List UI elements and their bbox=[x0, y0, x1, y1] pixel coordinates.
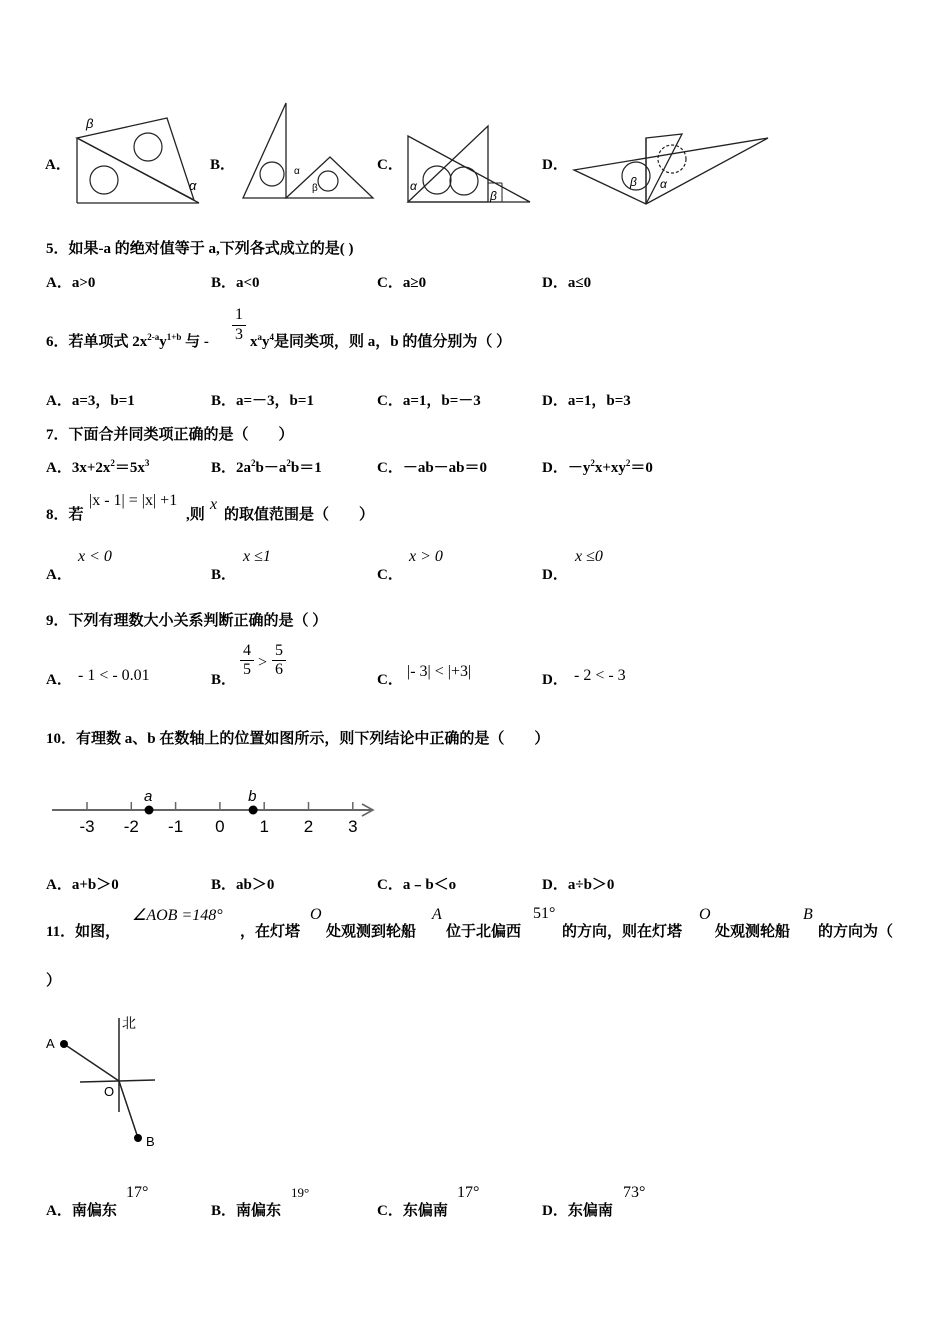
q11-o2: O bbox=[699, 906, 711, 923]
q10-tick-label: 3 bbox=[348, 817, 358, 836]
q6-stem: 6．若单项式 $2x^{2-a}y^{1+b}$ 与 - bbox=[46, 332, 209, 350]
q11-option-c-deg: 17° bbox=[457, 1184, 480, 1201]
q4-c-beta: β bbox=[490, 189, 497, 203]
q10-tick-label: -1 bbox=[168, 817, 184, 836]
q8-num: 8．若 bbox=[46, 507, 84, 523]
q5-option-b: B．a<0 bbox=[211, 275, 260, 291]
q8-mid: ,则 bbox=[186, 507, 205, 523]
q4-figure-a bbox=[72, 110, 207, 210]
q11-t2: 处观测到轮船 bbox=[326, 924, 417, 940]
q11-option-d-deg: 73° bbox=[623, 1184, 646, 1201]
q11-angle: ∠AOB =148° bbox=[132, 907, 223, 924]
q10-tick-label: 2 bbox=[303, 817, 314, 836]
q8-option-a-expr: x < 0 bbox=[78, 548, 112, 565]
q4-d-alpha: α bbox=[660, 177, 667, 191]
q11-fig-north: 北 bbox=[122, 1015, 136, 1031]
q6-option-c: C．a=1，b=－3 bbox=[377, 393, 481, 409]
q11-a1: A bbox=[432, 906, 442, 923]
q6-stem-tail: $x^ay^4$是同类项，则 a，b 的值分别为（ ） bbox=[250, 332, 512, 350]
q4-option-a-label: A． bbox=[45, 157, 71, 173]
q8-option-b-label: B． bbox=[211, 567, 237, 583]
q4-figure-b bbox=[240, 100, 380, 205]
q10-number-line bbox=[46, 780, 386, 840]
q10-point-b bbox=[249, 806, 258, 815]
q7-option-d: D．$-y^2x+xy^2=0$ bbox=[542, 458, 653, 476]
q6-fraction: 1 3 bbox=[232, 306, 246, 344]
q8-option-c-expr: x > 0 bbox=[409, 548, 443, 565]
q4-b-beta: β bbox=[312, 183, 318, 194]
q4-figure-c bbox=[404, 122, 534, 208]
q9-option-d-expr: - 2 < - 3 bbox=[574, 667, 626, 684]
q9-stem: 9．下列有理数大小关系判断正确的是（ ） bbox=[46, 613, 328, 629]
q11-b1: B bbox=[803, 906, 813, 923]
q10-option-b: B．ab＞0 bbox=[211, 877, 275, 893]
q8-expr: |x - 1| = |x| +1 bbox=[89, 492, 178, 509]
q8-option-b-expr: x ≤1 bbox=[243, 548, 271, 565]
q10-tick-label: 1 bbox=[259, 817, 269, 836]
q9-option-b-label: B． bbox=[211, 672, 237, 688]
q9-option-c-label: C． bbox=[377, 672, 403, 688]
q11-t6: 的方向为（ bbox=[818, 924, 894, 940]
q10-tick-label: -3 bbox=[79, 817, 95, 836]
q8-option-d-expr: x ≤0 bbox=[575, 548, 603, 565]
q8-var: x bbox=[210, 496, 218, 513]
q11-deg: 51° bbox=[533, 905, 556, 922]
q10-stem: 10．有理数 a、b 在数轴上的位置如图所示，则下列结论中正确的是（ ） bbox=[46, 731, 550, 747]
q6-option-b: B．a=－3，b=1 bbox=[211, 393, 314, 409]
q4-c-alpha: α bbox=[410, 179, 417, 193]
q7-option-b: B．$2a^2b-a^2b=1$ bbox=[211, 458, 322, 476]
q9-option-a-label: A． bbox=[46, 672, 72, 688]
q5-option-d: D．a≤0 bbox=[542, 275, 592, 291]
q4-figure-d bbox=[568, 126, 773, 210]
q11-t1: ，在灯塔 bbox=[240, 924, 301, 940]
q11-num: 11．如图， bbox=[46, 924, 121, 940]
q10-tick-label: 0 bbox=[215, 817, 225, 836]
q11-fig-a: A bbox=[46, 1036, 55, 1051]
q5-option-c: C．a≥0 bbox=[377, 275, 427, 291]
q8-option-c-label: C． bbox=[377, 567, 403, 583]
q11-figure bbox=[40, 1010, 180, 1155]
q11-t3: 位于北偏西 bbox=[446, 924, 522, 940]
q11-close: ） bbox=[46, 973, 62, 989]
q9-option-a-expr: - 1 < - 0.01 bbox=[78, 667, 150, 684]
q9-option-d-label: D． bbox=[542, 672, 568, 688]
q10-label-a: a bbox=[144, 788, 153, 805]
q5-stem: 5．如果-a 的绝对值等于 a,下列各式成立的是( ) bbox=[46, 241, 354, 257]
q10-option-a: A．a+b＞0 bbox=[46, 877, 119, 893]
q11-fig-o: O bbox=[104, 1084, 115, 1099]
q11-option-b-label: B．南偏东 bbox=[211, 1203, 282, 1219]
q11-t4: 的方向，则在灯塔 bbox=[562, 924, 683, 940]
q10-tick-label: -2 bbox=[123, 817, 139, 836]
q4-option-d-label: D． bbox=[542, 157, 568, 173]
q11-t5: 处观测轮船 bbox=[715, 924, 791, 940]
q7-option-a: A．$3x+2x^2=5x^3$ bbox=[46, 458, 150, 476]
q11-fig-b: B bbox=[146, 1134, 155, 1149]
q4-d-beta: β bbox=[630, 175, 637, 189]
q6-option-d: D．a=1，b=3 bbox=[542, 393, 631, 409]
q11-option-c-label: C．东偏南 bbox=[377, 1203, 448, 1219]
q9-frac-4-5: 4 5 bbox=[240, 642, 254, 679]
q11-option-b-deg: 19° bbox=[291, 1185, 310, 1200]
q9-b-op: > bbox=[258, 654, 268, 671]
q8-option-d-label: D． bbox=[542, 567, 568, 583]
q4-b-alpha: α bbox=[294, 166, 300, 177]
q4-option-b-label: B． bbox=[210, 157, 236, 173]
q9-frac-5-6: 5 6 bbox=[272, 642, 286, 679]
q7-stem: 7．下面合并同类项正确的是（ ） bbox=[46, 427, 294, 443]
q10-option-d: D．a÷b＞0 bbox=[542, 877, 615, 893]
q11-o1: O bbox=[310, 906, 322, 923]
q4-a-beta: β bbox=[86, 116, 94, 131]
q11-option-a-label: A．南偏东 bbox=[46, 1203, 117, 1219]
q6-option-a: A．a=3，b=1 bbox=[46, 393, 135, 409]
q8-option-a-label: A． bbox=[46, 567, 72, 583]
q4-a-alpha: α bbox=[189, 178, 197, 193]
q11-option-d-label: D．东偏南 bbox=[542, 1203, 613, 1219]
q4-option-c-label: C． bbox=[377, 157, 403, 173]
q8-suffix: 的取值范围是（ ） bbox=[224, 507, 375, 523]
q10-label-b: b bbox=[248, 788, 257, 805]
q10-option-c: C．a﹣b＜o bbox=[377, 877, 457, 893]
q7-option-c: C．－ab－ab＝0 bbox=[377, 460, 488, 476]
q9-option-c-expr: |- 3| < |+3| bbox=[407, 663, 472, 680]
q11-option-a-deg: 17° bbox=[126, 1184, 149, 1201]
q10-point-a bbox=[145, 806, 154, 815]
q5-option-a: A．a>0 bbox=[46, 275, 96, 291]
